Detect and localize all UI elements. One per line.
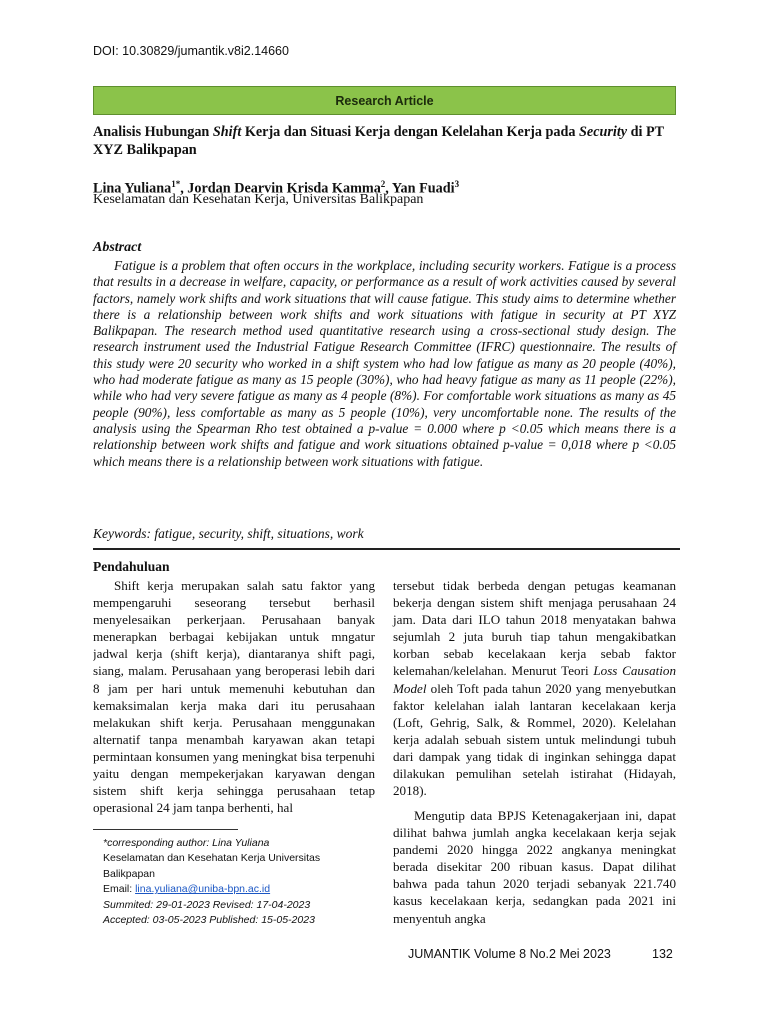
footnote-email-line — [103, 882, 383, 897]
journal-footer: JUMANTIK Volume 8 No.2 Mei 2023 — [408, 947, 611, 961]
title-part: di PT XYZ Balikpapan — [93, 124, 664, 158]
footnote-affiliation: Balikpapan — [103, 867, 155, 880]
abstract-heading: Abstract — [93, 240, 142, 255]
paragraph-italic: Loss Causation Model — [393, 663, 676, 696]
author-sup: 2 — [380, 179, 386, 189]
section-heading: Pendahuluan — [93, 559, 170, 574]
email-label: Email: — [103, 883, 136, 896]
footnote-divider — [93, 829, 238, 830]
paragraph-text: tersebut tidak berbeda dengan petugas keamanan bekerja dengan sistem shift menjaga perusahaan 24 jam. Data dari ILO tahun 2018 menyatakan bahwa sejumlah 2 juta buruh tiap tahun mengakibatkan korban sebab kecelakaan kerja sebab faktor kelemahan/kelelahan. Menurut Teori — [393, 578, 676, 679]
author-sup: 1* — [171, 179, 181, 189]
keywords: Keywords: fatigue, security, shift, situations, work — [93, 526, 364, 541]
author-sup: 3 — [454, 179, 460, 189]
doi: DOI: 10.30829/jumantik.v8i2.14660 — [93, 44, 289, 58]
footnote — [103, 836, 383, 928]
corresponding-author: *corresponding author: Lina Yuliana — [103, 837, 270, 849]
author-name: , Yan Fuadi — [385, 180, 455, 197]
paragraph-text: oleh Toft pada tahun 2020 yang menyebutkan faktor kelelahan ialah lantaran kecelakaan kerja (Loft, Gehrig, Salk, & Rommel, 2020). Kelelahan kerja adalah sebuah sistem untuk melindungi tubuh dari dampak yang tidak di inginkan sehingga dapat dilakukan pemulihan setelah istirahat (Hidayah, 2018). — [393, 680, 676, 799]
title-part: Kerja dan Situasi Kerja dengan Kelelahan Kerja pada — [241, 124, 580, 140]
author-name: Lina Yuliana — [93, 180, 172, 197]
article-type-banner: Research Article — [93, 86, 676, 115]
title-italic: Shift — [212, 124, 242, 140]
title-part: Analisis Hubungan — [93, 124, 213, 140]
abstract-text: Fatigue is a problem that often occurs in the workplace, including security workers. Fatigue is a process that results in a decrease in welfare, capacity, or performance as a result of work activities caused by several factors, namely work shifts and work situations that will cause fatigue. This study aims to determine whether there is a relationship between work shifts and work situations with fatigue in security at PT XYZ Balikpapan. The research method used quantitative research using a cross-sectional study design. The research instrument used the Industrial Fatigue Research Committee (IFRC) questionnaire. The results of this study were 20 security who worked in a shift system who had low fatigue as many as 20 people (40%), who had moderate fatigue as many as 15 people (30%), who had heavy fatigue as many as 11 people (22%), while who had very severe fatigue as many as 4 people (8%). For comfortable work situations as many as 45 people (90%), less comfortable as many as 5 people (10%), very uncomfortable none. The results of the analysis using the Spearman Rho test obtained a p-value = 0.000 where p <0.05 which means there is a relationship between work shifts and fatigue and work situations obtained p-value = 0,018 where p <0.05 which means there is a relationship between work situations with fatigue. — [93, 258, 676, 469]
right-column-paragraph-1 — [393, 577, 676, 799]
section-divider — [93, 548, 680, 550]
title-italic: Security — [579, 124, 628, 140]
right-column-paragraph-2: Mengutip data BPJS Ketenagakerjaan ini, dapat dilihat bahwa jumlah angka kecelakaan kerja sejak pandemi 2020 hingga 2022 angkanya meningkat berada disekitar 200 ribuan kasus. Dapat dilihat bahwa pada tahun 2020 terjadi sebanyak 221.740 kasus kecelakaan kerja, sedangkan pada 2021 ini menyentuh angka — [393, 808, 676, 926]
footnote-affiliation: Keselamatan dan Kesehatan Kerja Universitas — [103, 852, 321, 865]
left-column-paragraph: Shift kerja merupakan salah satu faktor yang mempengaruhi seseorang tersebut berhasil menyelesaikan perkerjaan. Perusahaan banyak menerapkan berbagai kebijakan untuk mngatur jadwal kerja (shift kerja), diantaranya shift pagi, siang, malam. Perusahaan yang beroperasi lebih dari 8 jam per hari untuk memenuhi kebutuhan dan kemaksimalan kerja maka dari itu perusahaan melakukan shift kerja. Perusahaan menggunakan alternatif tanpa menambah karyawan akan tetapi permintaan konsumen yang meningkat bisa terpenuhi yaitu dengan mempekerjakan karyawan dengan sistem shift kerja sehingga perusahaan tetap operasional 24 jam tanpa berhenti, hal — [93, 578, 375, 816]
acceptance-dates: Accepted: 03-05-2023 Published: 15-05-2023 — [103, 914, 315, 927]
author-name: , Jordan Dearvin Krisda Kamma — [180, 180, 381, 197]
article-title — [93, 123, 678, 159]
submission-dates: Summited: 29-01-2023 Revised: 17-04-2023 — [103, 898, 311, 911]
email-link[interactable]: lina.yuliana@uniba-bpn.ac.id — [135, 883, 271, 896]
page-number: 132 — [652, 947, 673, 961]
affiliation: Keselamatan dan Kesehatan Kerja, Universitas Balikpapan — [93, 192, 424, 207]
